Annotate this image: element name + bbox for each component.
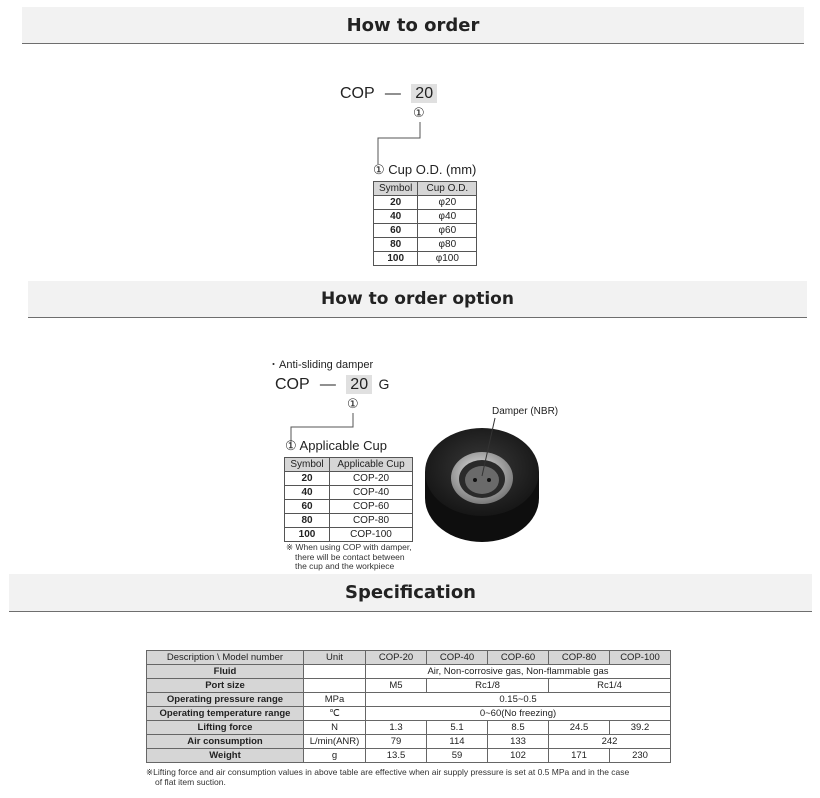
order-code-value: 20 xyxy=(411,84,437,103)
value-cell: COP-80 xyxy=(330,514,413,528)
value-cell: φ100 xyxy=(418,252,477,266)
value-cell: 59 xyxy=(427,749,488,763)
table-header: Cup O.D. xyxy=(418,182,477,196)
symbol-cell: 20 xyxy=(285,472,330,486)
table-row xyxy=(147,749,671,763)
option-code xyxy=(275,376,389,394)
order-dash: — xyxy=(384,85,401,102)
model-header: COP-40 xyxy=(427,651,488,665)
value-cell: Rc1/4 xyxy=(549,679,671,693)
value-cell: 133 xyxy=(488,735,549,749)
symbol-cell: 20 xyxy=(374,196,418,210)
model-header: COP-60 xyxy=(488,651,549,665)
option-suffix: G xyxy=(378,376,390,392)
value-cell: COP-60 xyxy=(330,500,413,514)
value-cell: φ80 xyxy=(418,238,477,252)
symbol-cell: 80 xyxy=(374,238,418,252)
table-header-row xyxy=(147,651,671,665)
table-row xyxy=(147,679,671,693)
option-code-value: 20 xyxy=(346,375,372,394)
option-label: ・Anti-sliding damper xyxy=(268,359,374,371)
value-cell: 8.5 xyxy=(488,721,549,735)
table-row xyxy=(147,665,671,679)
option-marker: ① xyxy=(347,397,359,412)
value-cell: 0.15~0.5 xyxy=(366,693,671,707)
table-row xyxy=(374,210,477,224)
value-cell: COP-20 xyxy=(330,472,413,486)
option-table-title: ① Applicable Cup xyxy=(285,438,387,453)
unit-header: Unit xyxy=(304,651,366,665)
table-row xyxy=(285,500,413,514)
section-title: How to order option xyxy=(321,289,514,309)
corner-header: Description \ Model number xyxy=(147,651,304,665)
value-cell: 13.5 xyxy=(366,749,427,763)
table-row xyxy=(285,514,413,528)
row-label: Air consumption xyxy=(147,735,304,749)
order-table-title: ① Cup O.D. (mm) xyxy=(373,162,477,177)
unit-cell xyxy=(304,679,366,693)
model-header: COP-100 xyxy=(610,651,671,665)
table-row xyxy=(147,735,671,749)
symbol-cell: 60 xyxy=(374,224,418,238)
value-cell: 114 xyxy=(427,735,488,749)
order-connector-line xyxy=(370,118,430,168)
unit-cell: L/min(ANR) xyxy=(304,735,366,749)
row-label: Weight xyxy=(147,749,304,763)
value-cell: M5 xyxy=(366,679,427,693)
table-header: Symbol xyxy=(285,458,330,472)
value-cell: Rc1/8 xyxy=(427,679,549,693)
how-to-order-option-header xyxy=(28,281,807,318)
table-header: Applicable Cup xyxy=(330,458,413,472)
table-row xyxy=(374,252,477,266)
symbol-cell: 100 xyxy=(285,528,330,542)
value-cell: 242 xyxy=(549,735,671,749)
applicable-cup-table xyxy=(284,457,413,542)
value-cell: 171 xyxy=(549,749,610,763)
row-label: Fluid xyxy=(147,665,304,679)
row-label: Port size xyxy=(147,679,304,693)
damper-note: ※ When using COP with damper, there will be contact between the cup and the workpiece xyxy=(286,543,412,571)
model-header: COP-80 xyxy=(549,651,610,665)
section-title: How to order xyxy=(346,14,480,36)
value-cell: φ60 xyxy=(418,224,477,238)
value-cell: 1.3 xyxy=(366,721,427,735)
cup-od-table xyxy=(373,181,477,266)
value-cell: 230 xyxy=(610,749,671,763)
value-cell: COP-100 xyxy=(330,528,413,542)
value-cell: 39.2 xyxy=(610,721,671,735)
unit-cell xyxy=(304,665,366,679)
option-prefix: COP xyxy=(275,376,310,393)
value-cell: Air, Non-corrosive gas, Non-flammable gas xyxy=(366,665,671,679)
value-cell: 0~60(No freezing) xyxy=(366,707,671,721)
table-row xyxy=(147,693,671,707)
symbol-cell: 60 xyxy=(285,500,330,514)
symbol-cell: 40 xyxy=(374,210,418,224)
order-marker: ① xyxy=(413,106,425,121)
symbol-cell: 40 xyxy=(285,486,330,500)
table-row xyxy=(147,707,671,721)
unit-cell: N xyxy=(304,721,366,735)
row-label: Lifting force xyxy=(147,721,304,735)
value-cell: φ40 xyxy=(418,210,477,224)
value-cell: 102 xyxy=(488,749,549,763)
value-cell: 5.1 xyxy=(427,721,488,735)
spec-note: ※Lifting force and air consumption values in above table are effective when air supply pressure is set at 0.5 MPa and in the case of flat item suction. xyxy=(146,767,630,787)
model-header: COP-20 xyxy=(366,651,427,665)
table-row xyxy=(374,238,477,252)
value-cell: COP-40 xyxy=(330,486,413,500)
symbol-cell: 100 xyxy=(374,252,418,266)
damper-image xyxy=(422,400,582,548)
table-row xyxy=(147,721,671,735)
damper-label: Damper (NBR) xyxy=(492,406,559,417)
order-prefix: COP xyxy=(340,85,375,102)
row-label: Operating pressure range xyxy=(147,693,304,707)
table-row xyxy=(285,486,413,500)
table-header: Symbol xyxy=(374,182,418,196)
table-row xyxy=(285,528,413,542)
unit-cell: g xyxy=(304,749,366,763)
unit-cell: ℃ xyxy=(304,707,366,721)
order-code xyxy=(340,85,437,103)
unit-cell: MPa xyxy=(304,693,366,707)
option-dash: — xyxy=(319,376,336,393)
table-row xyxy=(374,196,477,210)
value-cell: 79 xyxy=(366,735,427,749)
value-cell: φ20 xyxy=(418,196,477,210)
specification-header xyxy=(9,574,812,612)
how-to-order-header xyxy=(22,7,804,44)
value-cell: 24.5 xyxy=(549,721,610,735)
table-row xyxy=(285,472,413,486)
specification-table xyxy=(146,650,671,763)
symbol-cell: 80 xyxy=(285,514,330,528)
table-row xyxy=(374,224,477,238)
row-label: Operating temperature range xyxy=(147,707,304,721)
section-title: Specification xyxy=(344,582,476,603)
